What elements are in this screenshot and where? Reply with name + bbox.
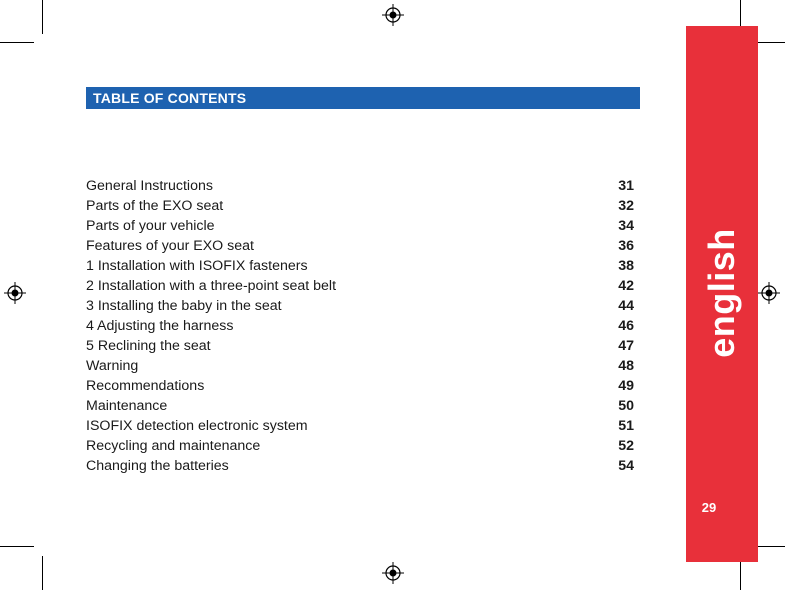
registration-mark-bottom-icon	[382, 562, 404, 584]
toc-entry-title: Changing the batteries	[86, 458, 229, 474]
crop-mark-tl-h	[0, 42, 34, 43]
registration-mark-top-icon	[382, 4, 404, 26]
toc-entry	[86, 316, 634, 336]
toc-entry	[86, 176, 634, 196]
toc-entry	[86, 436, 634, 456]
toc-entry-title: Parts of the EXO seat	[86, 198, 224, 214]
toc-entry-title: Features of your EXO seat	[86, 238, 254, 254]
crop-mark-bl-h	[0, 546, 34, 547]
toc-entry	[86, 256, 634, 276]
toc-entry-title: 3 Installing the baby in the seat	[86, 298, 282, 314]
toc-entry-title: ISOFIX detection electronic system	[86, 418, 308, 434]
toc-entry-page: 48	[618, 358, 634, 374]
toc-entry-title: 5 Reclining the seat	[86, 338, 211, 354]
crop-mark-bl-v	[42, 556, 43, 590]
toc-entry-page: 50	[618, 398, 634, 414]
page-number: 29	[701, 500, 717, 515]
toc-header-title: TABLE OF CONTENTS	[93, 90, 247, 106]
toc-entry	[86, 376, 634, 396]
toc-entry-page: 49	[618, 378, 634, 394]
toc-list	[86, 176, 634, 476]
toc-entry-page: 36	[618, 238, 634, 254]
toc-entry-title: Parts of your vehicle	[86, 218, 215, 234]
toc-entry	[86, 416, 634, 436]
toc-entry-page: 52	[618, 438, 634, 454]
toc-entry	[86, 236, 634, 256]
toc-entry	[86, 336, 634, 356]
toc-entry-page: 51	[618, 418, 634, 434]
toc-entry	[86, 296, 634, 316]
toc-entry-page: 46	[618, 318, 634, 334]
registration-mark-left-icon	[4, 282, 26, 304]
toc-entry	[86, 216, 634, 236]
toc-entry	[86, 196, 634, 216]
toc-entry-page: 34	[618, 218, 634, 234]
toc-entry	[86, 396, 634, 416]
toc-entry-page: 44	[618, 298, 634, 314]
toc-entry-page: 38	[618, 258, 634, 274]
toc-entry-title: General Instructions	[86, 178, 213, 194]
toc-entry	[86, 456, 634, 476]
toc-entry-title: Maintenance	[86, 398, 168, 414]
toc-entry-page: 32	[618, 198, 634, 214]
toc-entry-page: 31	[618, 178, 634, 194]
language-label: english	[701, 228, 742, 358]
toc-entry-title: 4 Adjusting the harness	[86, 318, 234, 334]
toc-entry-title: Recommendations	[86, 378, 205, 394]
toc-entry-title: Warning	[86, 358, 139, 374]
crop-mark-tl-v	[42, 0, 43, 34]
toc-entry-title: Recycling and maintenance	[86, 438, 261, 454]
toc-entry-page: 42	[618, 278, 634, 294]
toc-entry	[86, 356, 634, 376]
registration-mark-right-icon	[758, 282, 780, 304]
toc-header-bar	[86, 87, 640, 109]
toc-entry-page: 47	[618, 338, 634, 354]
toc-entry-title: 1 Installation with ISOFIX fasteners	[86, 258, 308, 274]
toc-entry-page: 54	[618, 458, 634, 474]
toc-entry	[86, 276, 634, 296]
toc-entry-title: 2 Installation with a three-point seat belt	[86, 278, 337, 294]
